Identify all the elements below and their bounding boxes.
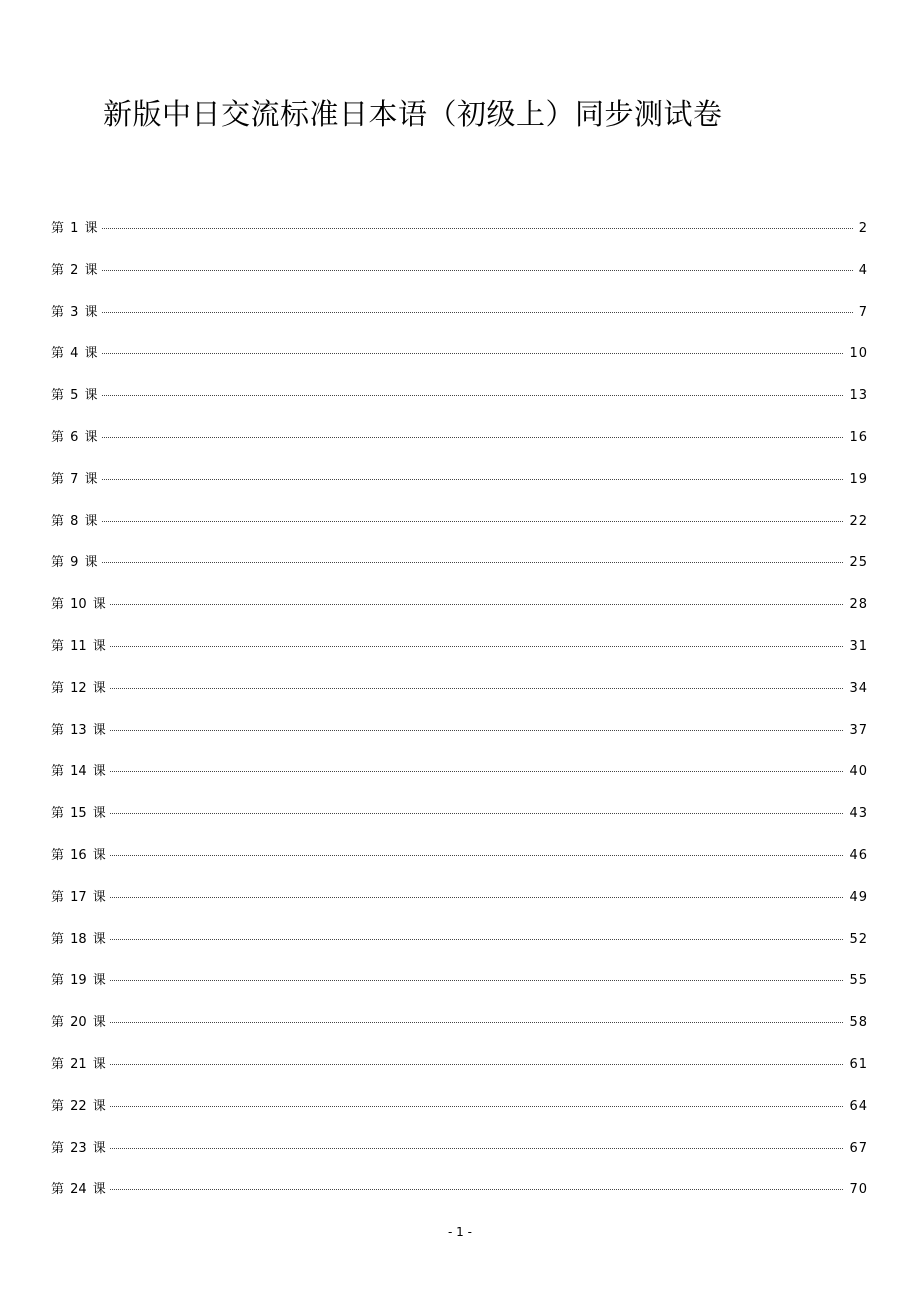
toc-entry-page-number: 43: [849, 806, 868, 822]
toc-entry-page-number: 16: [849, 429, 868, 445]
toc-dot-leader: [110, 1106, 844, 1107]
toc-entry-page-number: 70: [849, 1182, 868, 1198]
toc-entry-page-number: 46: [849, 847, 868, 863]
toc-entry-label: 第 17 课: [51, 889, 106, 905]
toc-dot-leader: [102, 228, 853, 229]
toc-dot-leader: [110, 604, 844, 605]
toc-entry[interactable]: [51, 1055, 868, 1097]
page-number: - 1 -: [448, 1225, 472, 1239]
toc-dot-leader: [102, 437, 844, 438]
toc-entry[interactable]: [51, 512, 868, 554]
toc-dot-leader: [110, 688, 844, 689]
toc-entry-label: 第 10 课: [51, 597, 106, 613]
toc-entry[interactable]: [51, 804, 868, 846]
toc-dot-leader: [110, 1189, 844, 1190]
toc-entry[interactable]: [51, 303, 868, 345]
toc-dot-leader: [110, 1148, 844, 1149]
toc-entry-page-number: 22: [849, 513, 868, 529]
toc-dot-leader: [102, 312, 853, 313]
toc-entry[interactable]: [51, 344, 868, 386]
toc-entry[interactable]: [51, 846, 868, 888]
toc-entry-label: 第 14 课: [51, 764, 106, 780]
toc-entry-page-number: 7: [858, 304, 868, 320]
toc-entry[interactable]: [51, 679, 868, 721]
toc-entry[interactable]: [51, 637, 868, 679]
toc-dot-leader: [110, 771, 844, 772]
toc-entry-page-number: 19: [849, 471, 868, 487]
toc-entry[interactable]: [51, 386, 868, 428]
toc-entry[interactable]: [51, 1180, 868, 1222]
toc-entry-page-number: 25: [849, 555, 868, 571]
toc-entry[interactable]: [51, 219, 868, 261]
toc-entry-label: 第 1 课: [51, 221, 98, 236]
toc-entry[interactable]: [51, 553, 868, 595]
toc-dot-leader: [102, 353, 844, 354]
toc-entry[interactable]: [51, 470, 868, 512]
toc-entry[interactable]: [51, 261, 868, 303]
toc-dot-leader: [102, 562, 844, 563]
toc-entry-label: 第 21 课: [51, 1056, 106, 1072]
toc-entry-page-number: 64: [849, 1098, 868, 1114]
toc-entry[interactable]: [51, 1139, 868, 1181]
page-title: 新版中日交流标准日本语（初级上）同步测试卷: [103, 97, 723, 131]
toc-entry[interactable]: [51, 762, 868, 804]
toc-dot-leader: [102, 270, 853, 271]
toc-entry-page-number: 58: [849, 1015, 868, 1031]
toc-entry-page-number: 37: [849, 722, 868, 738]
table-of-contents: [51, 219, 868, 1222]
toc-entry-label: 第 13 课: [51, 722, 106, 738]
toc-dot-leader: [102, 479, 844, 480]
toc-entry-label: 第 8 课: [51, 513, 98, 529]
toc-entry-label: 第 16 课: [51, 847, 106, 863]
toc-entry[interactable]: [51, 595, 868, 637]
toc-entry-label: 第 6 课: [51, 429, 98, 445]
toc-entry-page-number: 28: [849, 597, 868, 613]
toc-entry-page-number: 4: [858, 262, 868, 278]
toc-entry-page-number: 67: [849, 1140, 868, 1156]
toc-dot-leader: [110, 855, 844, 856]
toc-dot-leader: [110, 1022, 844, 1023]
toc-entry[interactable]: [51, 888, 868, 930]
toc-dot-leader: [110, 980, 844, 981]
toc-entry-page-number: 2: [858, 221, 868, 236]
toc-entry-label: 第 19 课: [51, 973, 106, 989]
toc-entry-page-number: 31: [849, 638, 868, 654]
toc-entry[interactable]: [51, 428, 868, 470]
toc-entry-label: 第 7 课: [51, 471, 98, 487]
toc-entry-label: 第 9 课: [51, 555, 98, 571]
toc-entry[interactable]: [51, 721, 868, 763]
toc-entry-label: 第 11 课: [51, 638, 106, 654]
toc-entry-label: 第 18 课: [51, 931, 106, 947]
toc-entry-label: 第 4 课: [51, 346, 98, 362]
toc-dot-leader: [110, 1064, 844, 1065]
toc-entry-page-number: 52: [849, 931, 868, 947]
toc-entry[interactable]: [51, 971, 868, 1013]
toc-entry[interactable]: [51, 930, 868, 972]
toc-dot-leader: [110, 897, 844, 898]
toc-entry-label: 第 15 课: [51, 806, 106, 822]
toc-entry-page-number: 34: [849, 680, 868, 696]
toc-entry-page-number: 55: [849, 973, 868, 989]
toc-dot-leader: [102, 521, 844, 522]
toc-entry-page-number: 49: [849, 889, 868, 905]
toc-entry[interactable]: [51, 1013, 868, 1055]
toc-dot-leader: [110, 730, 844, 731]
toc-dot-leader: [110, 646, 844, 647]
toc-entry-label: 第 5 课: [51, 388, 98, 404]
toc-entry-page-number: 13: [849, 388, 868, 404]
toc-entry-label: 第 12 课: [51, 680, 106, 696]
toc-entry[interactable]: [51, 1097, 868, 1139]
toc-dot-leader: [102, 395, 844, 396]
toc-dot-leader: [110, 813, 844, 814]
toc-entry-page-number: 40: [849, 764, 868, 780]
toc-entry-label: 第 23 课: [51, 1140, 106, 1156]
toc-entry-label: 第 3 课: [51, 304, 98, 320]
toc-entry-label: 第 22 课: [51, 1098, 106, 1114]
toc-entry-label: 第 24 课: [51, 1182, 106, 1198]
toc-entry-label: 第 20 课: [51, 1015, 106, 1031]
toc-dot-leader: [110, 939, 844, 940]
toc-entry-page-number: 61: [849, 1056, 868, 1072]
toc-entry-page-number: 10: [849, 346, 868, 362]
toc-entry-label: 第 2 课: [51, 262, 98, 278]
